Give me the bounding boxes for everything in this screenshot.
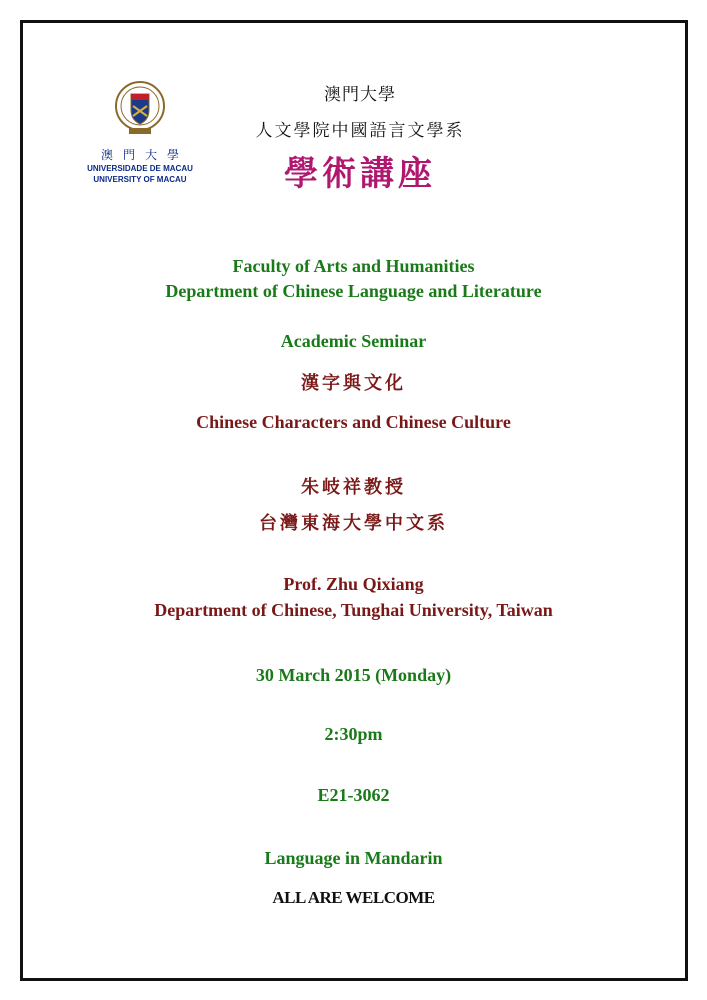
seminar-label: Academic Seminar — [280, 331, 427, 351]
event-venue: E21-3062 — [317, 785, 390, 805]
seminar-title-en: Chinese Characters and Chinese Culture — [196, 412, 511, 432]
welcome-note: ALL ARE WELCOME — [272, 888, 435, 907]
event-time: 2:30pm — [324, 724, 383, 744]
event-language: Language in Mandarin — [264, 848, 443, 868]
header-university-zh: 澳門大學 — [324, 85, 396, 105]
university-logo — [80, 80, 200, 185]
seminar-title-zh: 漢字與文化 — [301, 373, 406, 394]
logo-english-name: UNIVERSITY OF MACAU — [93, 175, 187, 184]
speaker-name-en: Prof. Zhu Qixiang — [283, 574, 424, 594]
speaker-affiliation-en: Department of Chinese, Tunghai University, Taiwan — [154, 600, 553, 620]
university-seal-icon — [114, 80, 166, 140]
department-name: Department of Chinese Language and Literature — [165, 281, 542, 301]
speaker-affiliation-zh: 台灣東海大學中文系 — [259, 513, 448, 534]
header-department-zh: 人文學院中國語言文學系 — [255, 121, 465, 141]
logo-portuguese-name: UNIVERSIDADE DE MACAU — [87, 164, 193, 173]
logo-chinese-name: 澳門大學 — [100, 148, 189, 162]
header-seminar-title-zh: 學術講座 — [284, 154, 436, 194]
faculty-name: Faculty of Arts and Humanities — [232, 256, 475, 276]
event-date: 30 March 2015 (Monday) — [255, 665, 452, 685]
speaker-name-zh: 朱岐祥教授 — [301, 477, 406, 498]
